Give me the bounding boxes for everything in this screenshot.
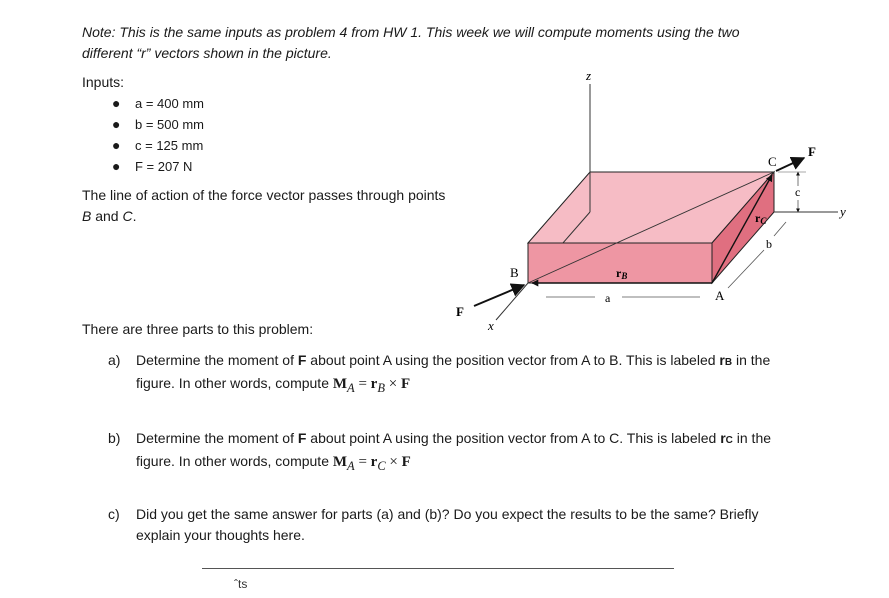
problem-figure [440,60,889,340]
label-x: x [488,318,494,333]
input-F: ● F = 207 N [108,156,204,177]
part-b: b) Determine the moment of F about point A using the position vector from A to C. This is labeled rC in the figure. In other words, compute $M_A = r_C \times F$ [108,430,772,473]
label-c: c [795,185,801,199]
label-y: y [840,204,846,219]
footer-fragment: ˆts [234,577,248,591]
input-b: ● b = 500 mm [108,114,204,135]
label-z: z [586,68,592,83]
inputs-heading: Inputs: [82,74,125,90]
bullet-icon: ● [112,158,121,174]
bullet-icon: ● [112,137,121,153]
label-rC: rC [755,211,767,226]
part-a: a) Determine the moment of F about point A using the position vector from A to B. This is labeled rB in the figure. In other words, compute $M_A = r_B \times F$ [108,352,771,395]
label-b: b [766,237,772,251]
x-axis [496,283,528,320]
bullet-icon: ● [112,95,121,111]
label-F-top: F [808,144,816,159]
note-text: Note: This is the same inputs as problem 4 from HW 1. This week we will compute moments using the two different “r” vectors shown in the picture. [82,24,740,61]
label-F-bottom: F [456,304,464,319]
line-of-action-text: The line of action of the force vector passes through points B and C. [82,187,446,224]
input-c: ● c = 125 mm [108,135,204,156]
label-rB: rB [616,266,628,281]
label-a: a [605,291,611,305]
label-A: A [715,288,725,303]
answer-line [202,568,674,569]
inputs-list [108,93,204,177]
force-arrow-B [474,285,524,306]
force-arrow-C [776,158,804,171]
input-a: ● a = 400 mm [108,93,204,114]
label-B: B [510,265,519,280]
parts-intro: There are three parts to this problem: [82,321,314,337]
label-C: C [768,154,777,169]
bullet-icon: ● [112,116,121,132]
part-c: c) Did you get the same answer for parts (a) and (b)? Do you expect the results to be the same? Briefly explain your thoughts here. [108,506,759,543]
